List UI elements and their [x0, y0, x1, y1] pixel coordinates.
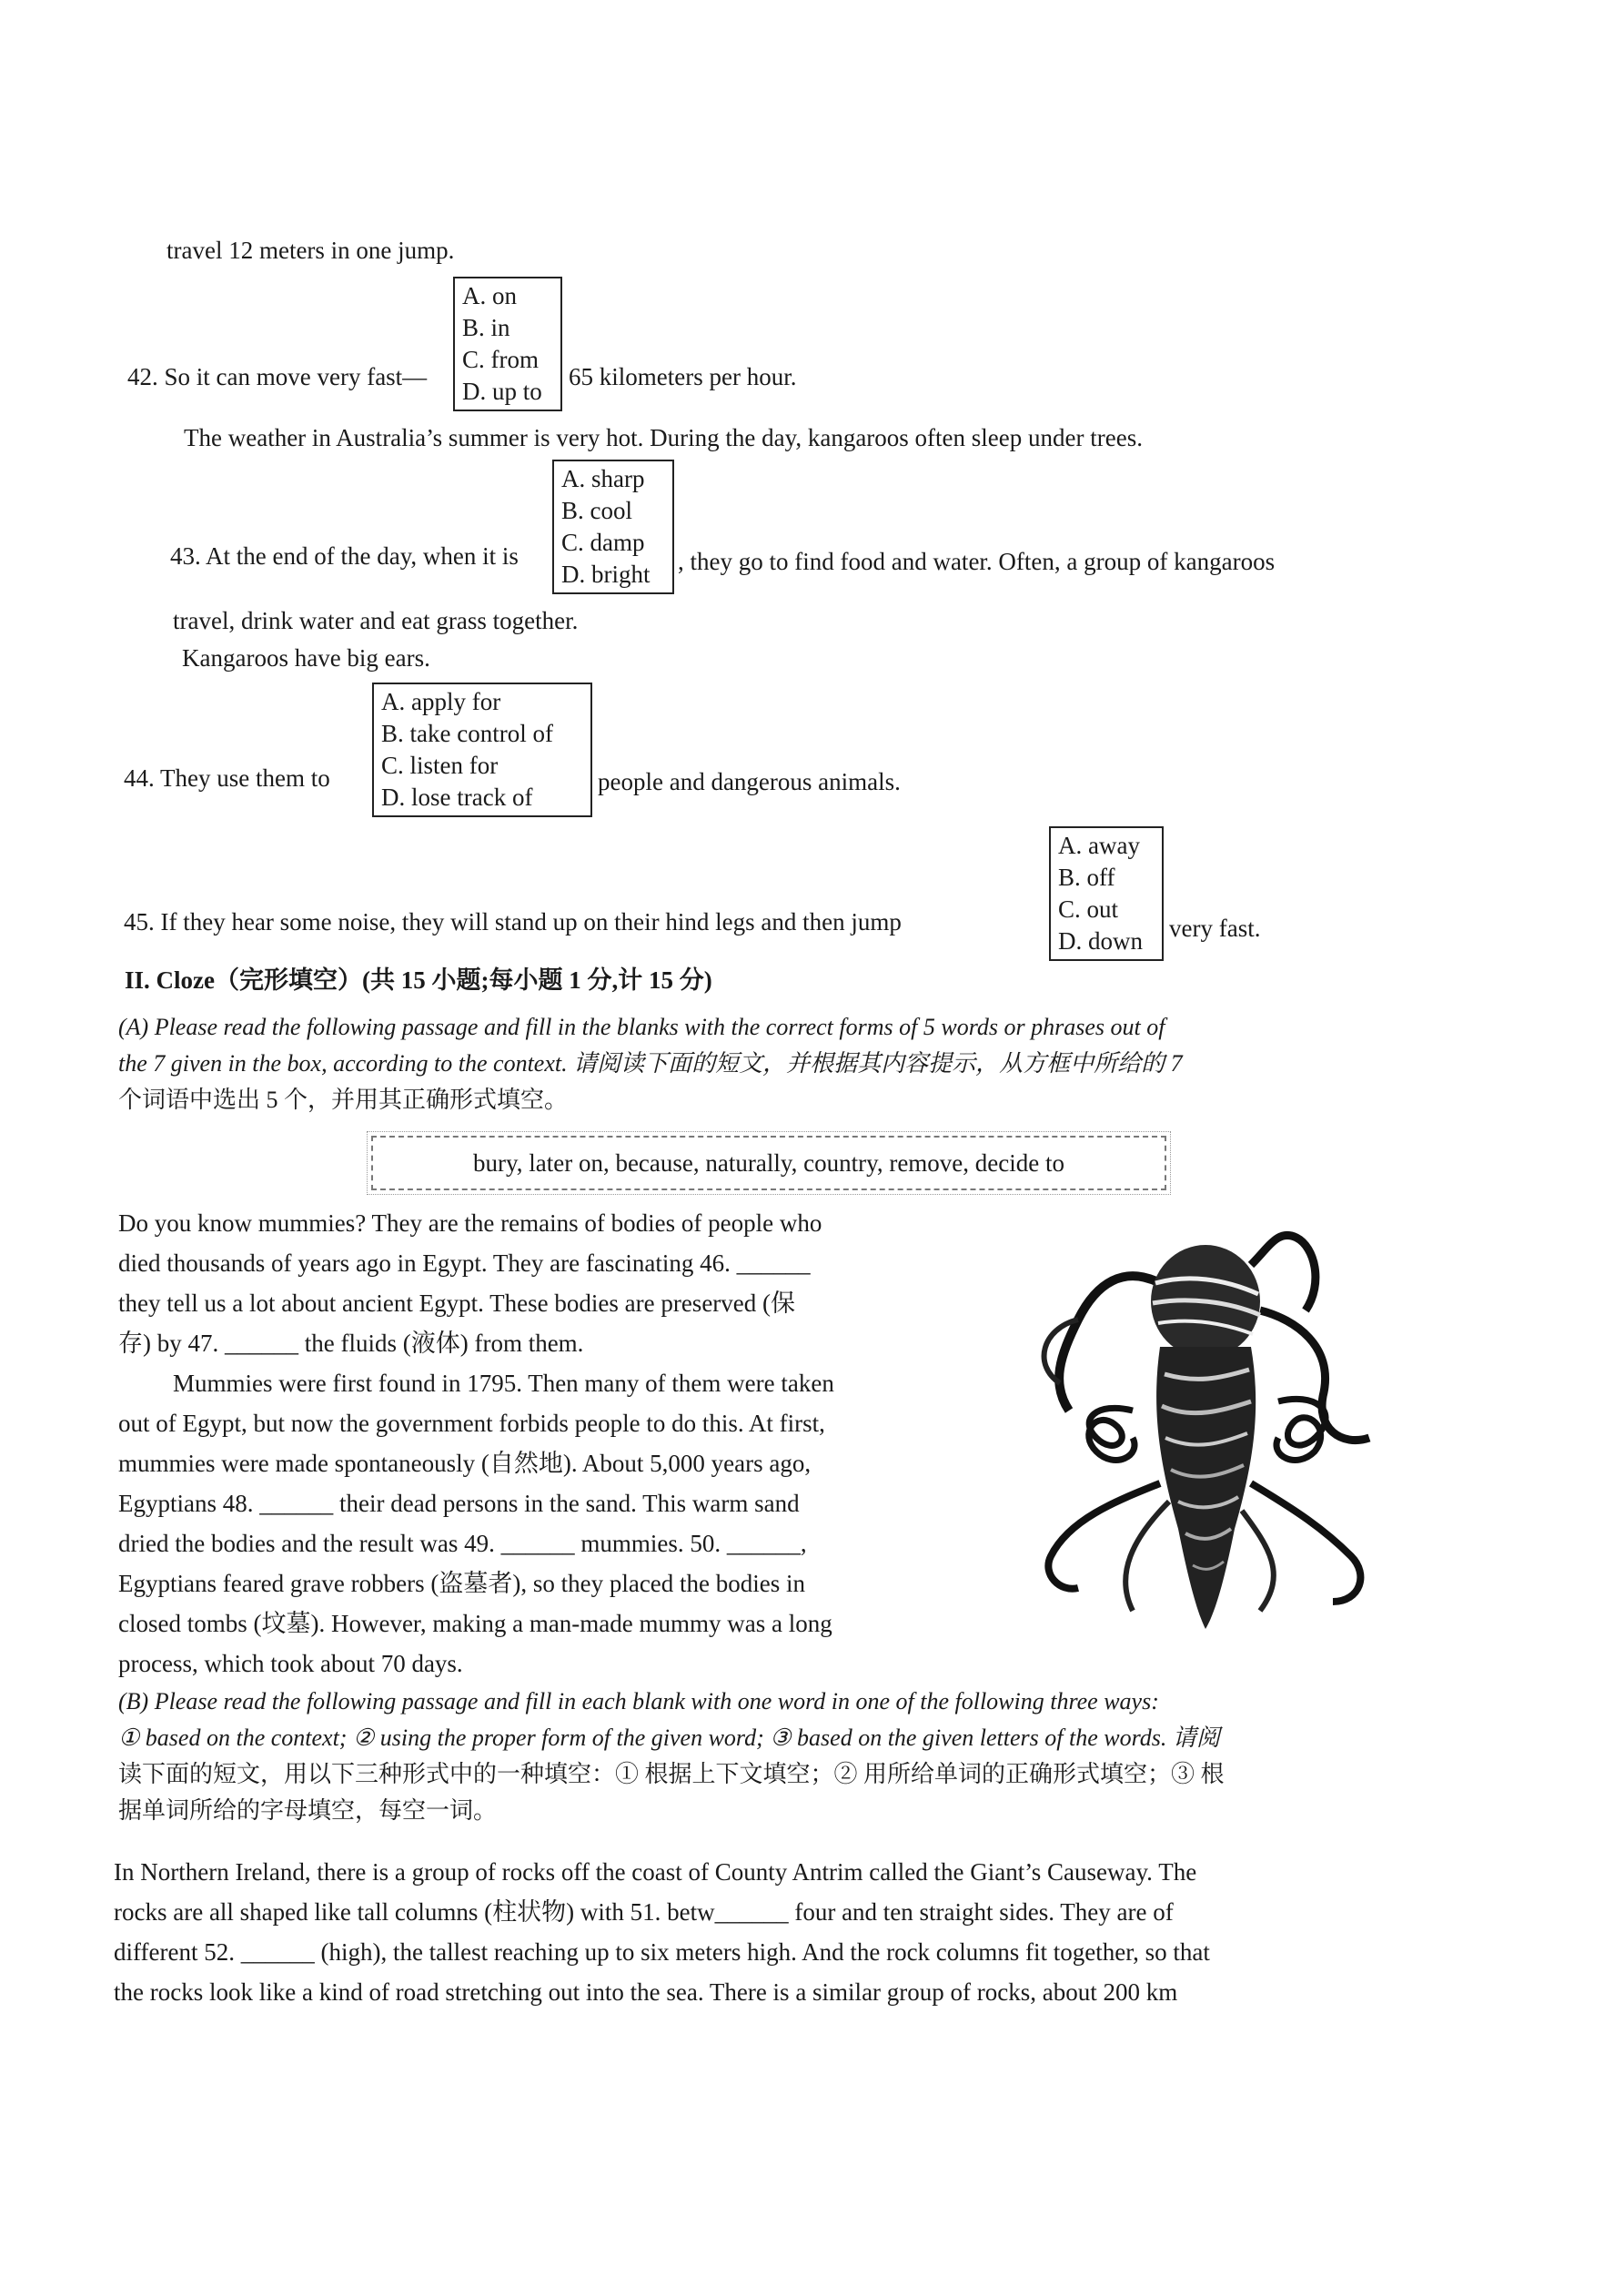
q42-stem-after: 65 kilometers per hour. — [569, 363, 797, 390]
q44-option-d[interactable]: D. lose track of — [381, 784, 533, 811]
q42-options-box — [453, 277, 562, 411]
q45-option-c[interactable]: C. out — [1058, 895, 1119, 923]
q43-option-a[interactable]: A. sharp — [561, 465, 645, 492]
word-box — [371, 1136, 1166, 1190]
part-b-instruction-line2: ① based on the context; ② using the proper form of the given word; ③ based on the given letters of the words. 请阅 — [118, 1725, 1220, 1751]
passage-b-line: In Northern Ireland, there is a group of rocks off the coast of County Antrim called the Giant’s Causeway. The — [114, 1858, 1197, 1886]
q42-option-d[interactable]: D. up to — [462, 378, 542, 405]
passage-a-line: Mummies were first found in 1795. Then many of them were taken — [173, 1370, 834, 1397]
q45-option-b[interactable]: B. off — [1058, 864, 1115, 891]
q44-option-b[interactable]: B. take control of — [381, 720, 553, 747]
q43-stem-after: , they go to find food and water. Often, a group of kangaroos — [678, 548, 1276, 575]
q43-options-box — [552, 460, 674, 594]
kangaroo-ears-text: Kangaroos have big ears. — [182, 644, 430, 672]
q43-stem-before: 43. At the end of the day, when it is — [170, 542, 519, 570]
q45-options-box — [1049, 826, 1164, 961]
q44-options-box — [372, 683, 592, 817]
part-b-instruction-line4: 据单词所给的字母填空，每空一词。 — [118, 1797, 498, 1824]
passage-a-line: Egyptians 48. ______ their dead persons in the sand. This warm sand — [118, 1490, 800, 1517]
passage-a-line: Do you know mummies? They are the remains of bodies of people who — [118, 1209, 822, 1237]
q45-stem-after: very fast. — [1169, 915, 1261, 942]
passage-b-line: rocks are all shaped like tall columns (柱状物) with 51. betw______ four and ten straight sides. They are of — [114, 1898, 1174, 1926]
q45-option-d[interactable]: D. down — [1058, 927, 1143, 955]
q42-option-a[interactable]: A. on — [462, 282, 517, 309]
passage-a-line: 存) by 47. ______ the fluids (液体) from them. — [118, 1330, 584, 1357]
q43-option-d[interactable]: D. bright — [561, 561, 651, 588]
q44-option-c[interactable]: C. listen for — [381, 752, 499, 779]
passage-a — [118, 1203, 960, 1684]
passage-a-line: mummies were made spontaneously (自然地). About 5,000 years ago, — [118, 1450, 812, 1477]
q42-stem-before: 42. So it can move very fast— — [127, 363, 428, 390]
part-a-instruction-line2: the 7 given in the box, according to the context. 请阅读下面的短文，并根据其内容提示，从方框中所给的 7 — [118, 1050, 1183, 1077]
part-a-instruction-line3: 个词语中选出 5 个，并用其正确形式填空。 — [118, 1087, 569, 1113]
q44-stem-before: 44. They use them to — [124, 764, 330, 792]
q44-option-a[interactable]: A. apply for — [381, 688, 501, 715]
word-box-words: bury, later on, because, naturally, country, remove, decide to — [473, 1149, 1064, 1177]
passage-a-line: Egyptians feared grave robbers (盗墓者), so they placed the bodies in — [118, 1570, 806, 1597]
q42-option-c[interactable]: C. from — [462, 346, 539, 373]
kangaroo-group-text: travel, drink water and eat grass together. — [173, 607, 579, 634]
part-b-instruction-line1: (B) Please read the following passage and fill in each blank with one word in one of the following three ways: — [118, 1688, 1159, 1714]
q44-stem-after: people and dangerous animals. — [598, 768, 901, 795]
section-2-title: II. Cloze（完形填空）(共 15 小题;每小题 1 分,计 15 分) — [125, 966, 712, 994]
q43-option-c[interactable]: C. damp — [561, 529, 645, 556]
q45-stem-before: 45. If they hear some noise, they will stand up on their hind legs and then jump — [124, 908, 902, 936]
passage-b — [114, 1852, 1424, 2012]
weather-text: The weather in Australia’s summer is very hot. During the day, kangaroos often sleep under trees. — [184, 424, 1143, 451]
passage-a-line: dried the bodies and the result was 49. ______ mummies. 50. ______, — [118, 1530, 807, 1557]
q43-option-b[interactable]: B. cool — [561, 497, 632, 524]
q41-tail-text: travel 12 meters in one jump. — [166, 237, 455, 264]
passage-b-line: different 52. ______ (high), the tallest reaching up to six meters high. And the rock columns fit together, so that — [114, 1938, 1210, 1966]
part-a-instruction-line1: (A) Please read the following passage and fill in the blanks with the correct forms of 5 words or phrases out of — [118, 1014, 1165, 1040]
passage-a-line: they tell us a lot about ancient Egypt. These bodies are preserved (保 — [118, 1290, 796, 1317]
passage-a-line: died thousands of years ago in Egypt. They are fascinating 46. ______ — [118, 1249, 811, 1277]
mummy-illustration — [1024, 1229, 1387, 1665]
passage-a-line: process, which took about 70 days. — [118, 1650, 463, 1677]
part-b-instruction-line3: 读下面的短文，用以下三种形式中的一种填空：① 根据上下文填空；② 用所给单词的正确形式填空；③ 根 — [118, 1761, 1225, 1787]
q42-option-b[interactable]: B. in — [462, 314, 510, 341]
passage-b-line: the rocks look like a kind of road stretching out into the sea. There is a similar group of rocks, about 200 km — [114, 1978, 1178, 2006]
passage-a-line: closed tombs (坟墓). However, making a man-made mummy was a long — [118, 1610, 832, 1637]
q45-option-a[interactable]: A. away — [1058, 832, 1140, 859]
passage-a-line: out of Egypt, but now the government forbids people to do this. At first, — [118, 1410, 825, 1437]
